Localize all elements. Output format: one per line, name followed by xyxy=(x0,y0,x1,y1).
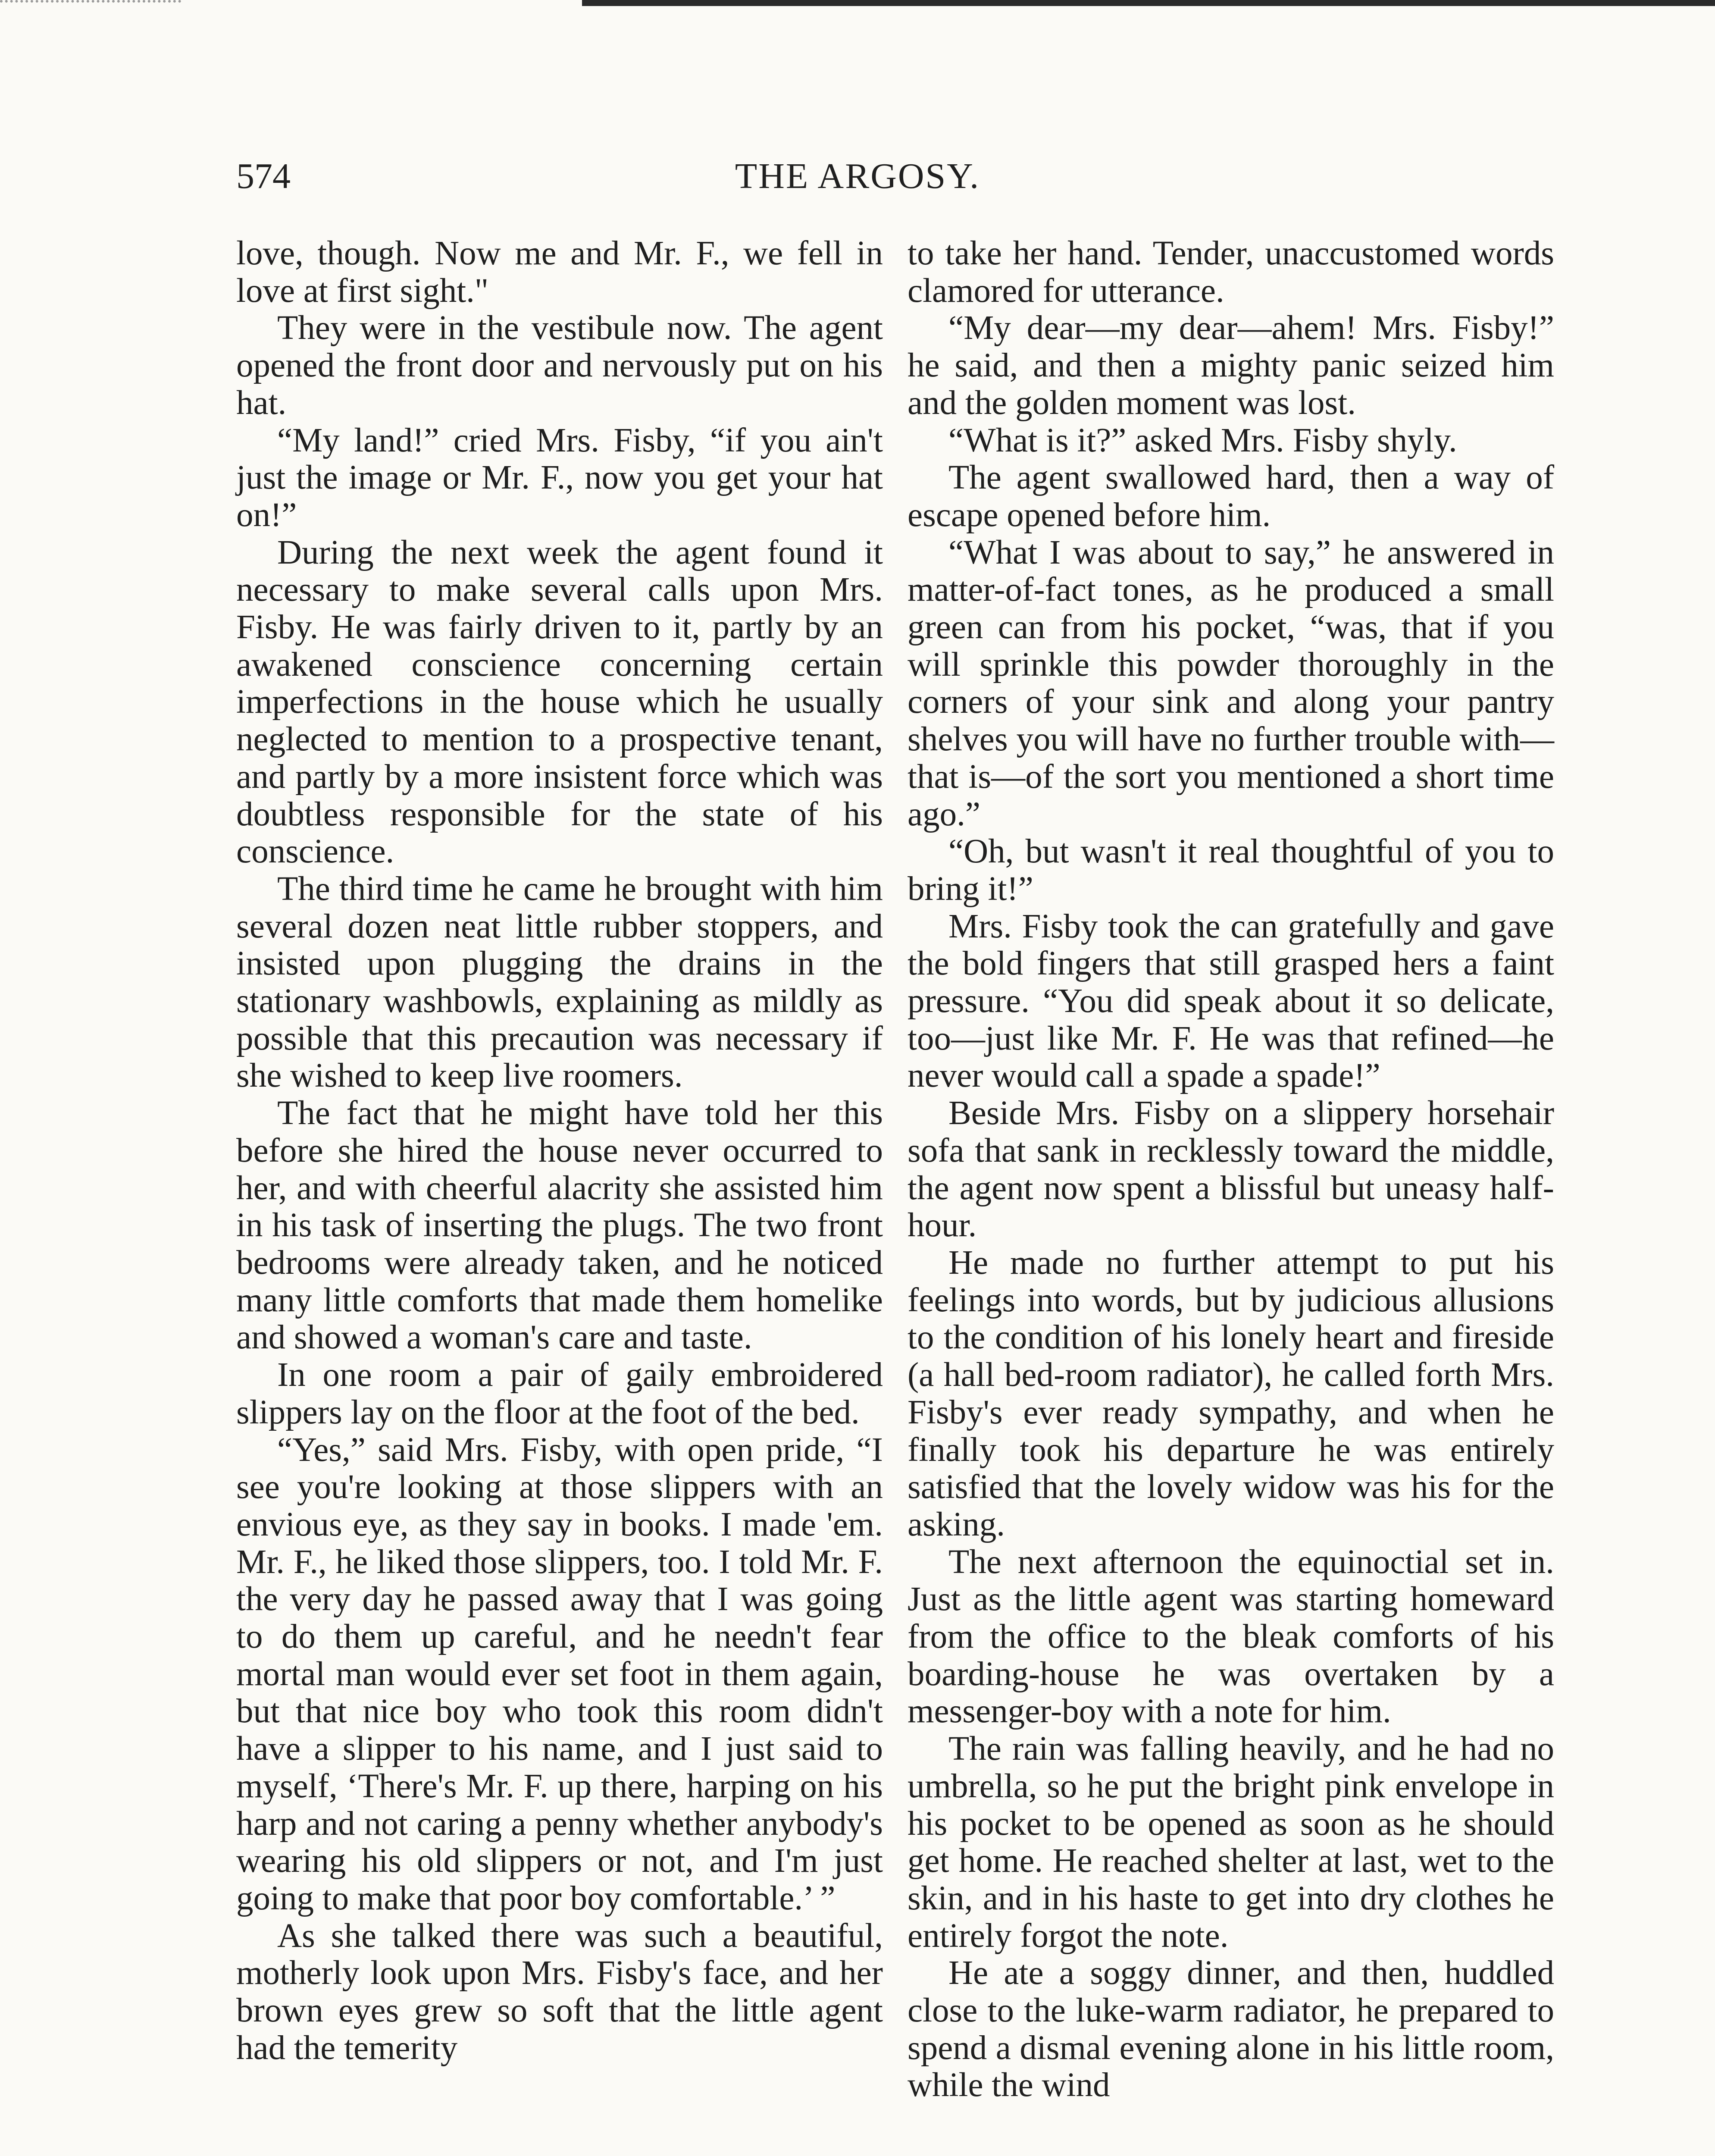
paragraph: He made no further attempt to put his feelings into words, but by judicious allusions to the condition of his lonely heart and fireside (a hall bed-room radiator), he called forth Mrs. Fisby's ever ready sympathy, and when he finally took his departure he was entirely satisfied that the lovely widow was his for the asking. xyxy=(908,1244,1554,1543)
paragraph: The fact that he might have told her this before she hired the house never occurred to her, and with cheerful alacrity she assisted him in his task of inserting the plugs. The two front bedrooms were already taken, and he noticed many little comforts that made them homelike and showed a woman's care and taste. xyxy=(236,1094,883,1357)
paragraph: The rain was falling heavily, and he had no umbrella, so he put the bright pink envelope in his pocket to be opened as soon as he should get home. He reached shelter at last, wet to the skin, and in his haste to get into dry clothes he entirely forgot the note. xyxy=(908,1730,1554,1955)
right-column xyxy=(908,235,1554,2104)
paragraph: In one room a pair of gaily embroidered slippers lay on the floor at the foot of the bed. xyxy=(236,1356,883,1431)
left-column xyxy=(236,235,883,2067)
paragraph: Beside Mrs. Fisby on a slippery horsehair sofa that sank in recklessly toward the middle, the agent now spent a blissful but uneasy half-hour. xyxy=(908,1094,1554,1244)
paragraph: love, though. Now me and Mr. F., we fell in love at first sight." xyxy=(236,235,883,310)
paragraph: The next afternoon the equinoctial set in. Just as the little agent was starting homeward from the office to the bleak comforts of his boarding-house he was overtaken by a messenger-boy with a note for him. xyxy=(908,1543,1554,1730)
paragraph: The third time he came he brought with him several dozen neat little rubber stoppers, and insisted upon plugging the drains in the stationary washbowls, explaining as mildly as possible that this precaution was necessary if she wished to keep live roomers. xyxy=(236,870,883,1095)
paragraph: to take her hand. Tender, unaccustomed words clamored for utterance. xyxy=(908,235,1554,310)
paragraph: During the next week the agent found it necessary to make several calls upon Mrs. Fisby. He was fairly driven to it, partly by an awakened conscience concerning certain imperfections in the house which he usually neglected to mention to a prospective tenant, and partly by a more insistent force which was doubtless responsible for the state of his conscience. xyxy=(236,533,883,871)
paragraph: They were in the vestibule now. The agent opened the front door and nervously put on his hat. xyxy=(236,309,883,422)
paragraph: The agent swallowed hard, then a way of escape opened before him. xyxy=(908,459,1554,534)
top-rule xyxy=(582,0,1715,6)
paragraph: “Oh, but wasn't it real thoughtful of you to bring it!” xyxy=(908,833,1554,908)
paragraph: Mrs. Fisby took the can gratefully and gave the bold fingers that still grasped hers a faint pressure. “You did speak about it so delicate, too—just like Mr. F. He was that refined—he never would call a spade a spade!” xyxy=(908,907,1554,1095)
running-head: THE ARGOSY. xyxy=(735,156,980,196)
paragraph: As she talked there was such a beautiful, motherly look upon Mrs. Fisby's face, and her brown eyes grew so soft that the little agent had the temerity xyxy=(236,1917,883,2067)
paragraph: “My dear—my dear—ahem! Mrs. Fisby!” he said, and then a mighty panic seized him and the golden moment was lost. xyxy=(908,309,1554,422)
page-header xyxy=(0,155,1715,207)
page-number: 574 xyxy=(236,156,291,196)
scan-specks xyxy=(0,0,181,16)
paragraph: “My land!” cried Mrs. Fisby, “if you ain't just the image or Mr. F., now you get your hat on!” xyxy=(236,421,883,534)
paragraph: “What I was about to say,” he answered in matter-of-fact tones, as he produced a small green can from his pocket, “was, that if you will sprinkle this powder thoroughly in the corners of your sink and along your pantry shelves you will have no further trouble with—that is—of the sort you mentioned a short time ago.” xyxy=(908,533,1554,833)
paragraph: He ate a soggy dinner, and then, huddled close to the luke-warm radiator, he prepared to spend a dismal evening alone in his little room, while the wind xyxy=(908,1954,1554,2104)
paragraph: “What is it?” asked Mrs. Fisby shyly. xyxy=(948,421,1457,459)
paragraph: “Yes,” said Mrs. Fisby, with open pride, “I see you're looking at those slippers with an envious eye, as they say in books. I made 'em. Mr. F., he liked those slippers, too. I told Mr. F. the very day he passed away that I was going to do them up careful, and he needn't fear mortal man would ever set foot in them again, but that nice boy who took this room didn't have a slipper to his name, and I just said to myself, ‘There's Mr. F. up there, harping on his harp and not caring a penny whether anybody's wearing his old slippers or not, and I'm just going to make that poor boy comfortable.’ ” xyxy=(236,1431,883,1917)
